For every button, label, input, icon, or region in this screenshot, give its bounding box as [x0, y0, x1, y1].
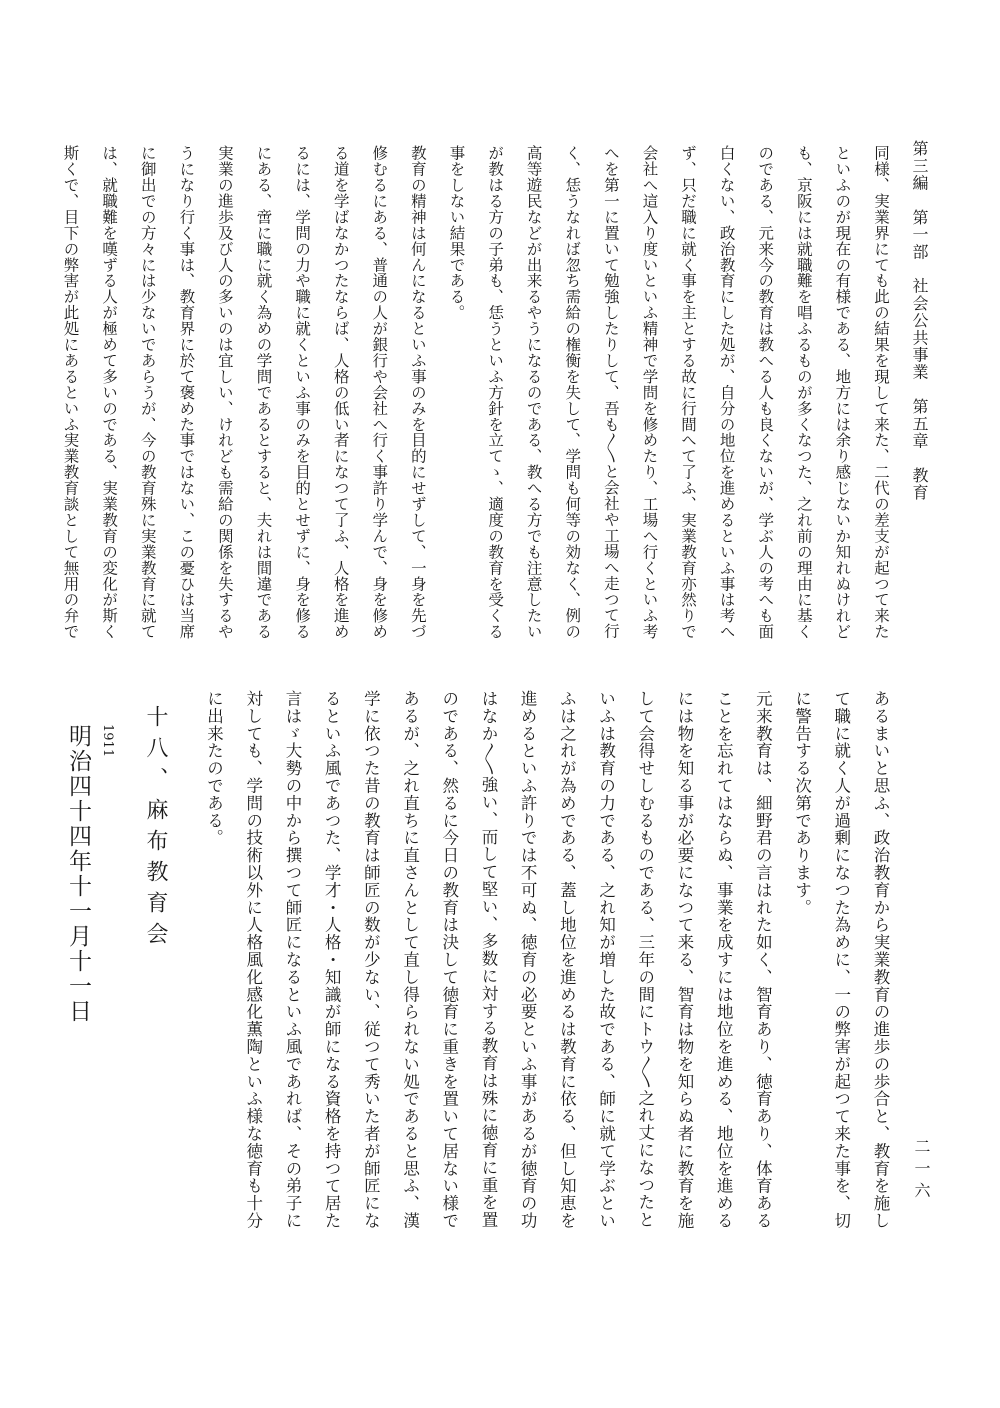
lower-text-block: [193, 690, 900, 1238]
text-column: 斯くで、目下の弊害が此処にあるといふ実業教育談として無用の弁で: [61, 145, 80, 640]
text-column: に警告する次第であります。: [792, 690, 812, 917]
text-column: へを第一に置いて勉強したりして、吾も〳〵と会社や工場へ走つて行: [601, 145, 620, 639]
text-column: が教はる方の子弟も、恁うといふ方針を立てゝ、適度の教育を受くる: [486, 145, 505, 640]
text-column: には物を知る事が必要になつて来る、智育は物を知らぬ者に教育を施: [674, 690, 694, 1230]
text-column: ふは之れが為めである、蓋し地位を進めるは教育に依る、但し知恵を: [557, 690, 577, 1230]
text-column: はなか〳〵強い、而して堅い、多数に対する教育は殊に徳育に重を置: [478, 690, 498, 1229]
text-column: 対しても、学問の技術以外に人格風化感化薫陶といふ様な徳育も十分: [243, 690, 263, 1230]
text-column: 白くない、政治教育にした処が、自分の地位を進めるといふ事は考へ: [717, 145, 736, 640]
section-year: 1911: [100, 724, 115, 758]
text-column: に御出での方々には少ないであらうが、今の教育殊に実業教育に就て: [138, 145, 157, 640]
text-column: 元来教育は、細野君の言はれた如く、智育あり、徳育あり、体育ある: [753, 690, 773, 1230]
section-heading: 十八、麻布教育会: [143, 705, 168, 953]
text-column: 会社へ這入り度いといふ精神で学問を修めたり、工場へ行くといふ考: [640, 145, 659, 640]
text-column: ことを忘れてはならぬ、事業を成すには地位を進める、地位を進める: [714, 690, 734, 1230]
text-column: 同様、実業界にても此の結果を現して来た、二代の差支が起つて来た: [872, 145, 890, 640]
text-column: といふのが現在の有様である、地方には余り感じないか知れぬけれど: [833, 145, 852, 640]
text-column: る道を学ばなかつたならば、人格の低い者になつて了ふ、人格を進め: [331, 145, 350, 640]
text-column: のである、然るに今日の教育は決して徳育に重きを置いて居ない様で: [439, 690, 459, 1230]
text-column: も、京阪には就職難を唱ふるものが多くなつた、之れ前の理由に基く: [794, 145, 813, 640]
text-column: 事をしない結果である。: [447, 145, 466, 321]
text-column: ず、只だ職に就く事を主とする故に行間へて了ふ、実業教育亦然りで: [679, 145, 698, 640]
section-date: 明治四十四年十一月十一日: [65, 724, 91, 1024]
text-column: 教育の精神は何んになるといふ事のみを目的にせずして、一身を先づ: [408, 145, 427, 640]
upper-text-block: [50, 145, 900, 645]
text-column: いふは教育の力である、之れ知が増した故である、師に就て学ぶとい: [596, 690, 616, 1230]
text-column: にある、啻に職に就く為めの学問であるとすると、夫れは間違である: [254, 145, 273, 640]
text-column: て職に就く人が過剰になつた為めに、一の弊害が起つて来た事を、切: [831, 690, 851, 1230]
text-column: 進めるといふ許りでは不可ぬ、徳育の必要といふ事があるが徳育の功: [518, 690, 538, 1230]
text-column: 高等遊民などが出来るやうになるのである、教へる方でも注意したい: [524, 145, 543, 640]
text-column: あるが、之れ直ちに直さんとして直し得られない処であると思ふ、漢: [400, 690, 420, 1230]
running-header: 第三編 第一部 社会公共事業 第五章 教育: [910, 140, 929, 502]
text-column: るといふ風であつた、学才・人格・知識が師になる資格を持つて居た: [322, 690, 342, 1230]
text-column: うになり行く事は、教育界に於て褒めた事ではない、この憂ひは当席: [177, 145, 196, 640]
text-column: して会得せしむるものである、三年の間にトウ〳〵之れ丈になつたと: [635, 690, 655, 1229]
text-column: 学に依つた昔の教育は師匠の数が少ない、従つて秀いた者が師匠にな: [361, 690, 381, 1230]
text-column: 実業の進歩及び人の多いのは宜しい、けれども需給の関係を失するや: [215, 145, 234, 640]
text-column: く、恁うなれば忽ち需給の権衡を失して、学問も何等の効なく、例の: [563, 145, 582, 640]
page-number: 二一六: [912, 1138, 931, 1204]
text-column: のである、元来今の教育は教へる人も良くないが、学ぶ人の考へも面: [756, 145, 775, 640]
text-column: るには、学問の力や職に就くといふ事のみを目的とせずに、身を修る: [293, 145, 312, 640]
text-column: 言はゞ大勢の中から撰つて師匠になるといふ風であれば、その弟子に: [282, 690, 302, 1230]
text-column: に出来たのである。: [204, 690, 224, 847]
text-column: は、就職難を嘆ずる人が極めて多いのである、実業教育の変化が斯く: [100, 145, 119, 640]
text-column: 修むるにある、普通の人が銀行や会社へ行く事許り学んで、身を修め: [370, 145, 389, 640]
text-column: あるまいと思ふ、政治教育から実業教育の進歩の歩合と、教育を施し: [871, 690, 890, 1230]
